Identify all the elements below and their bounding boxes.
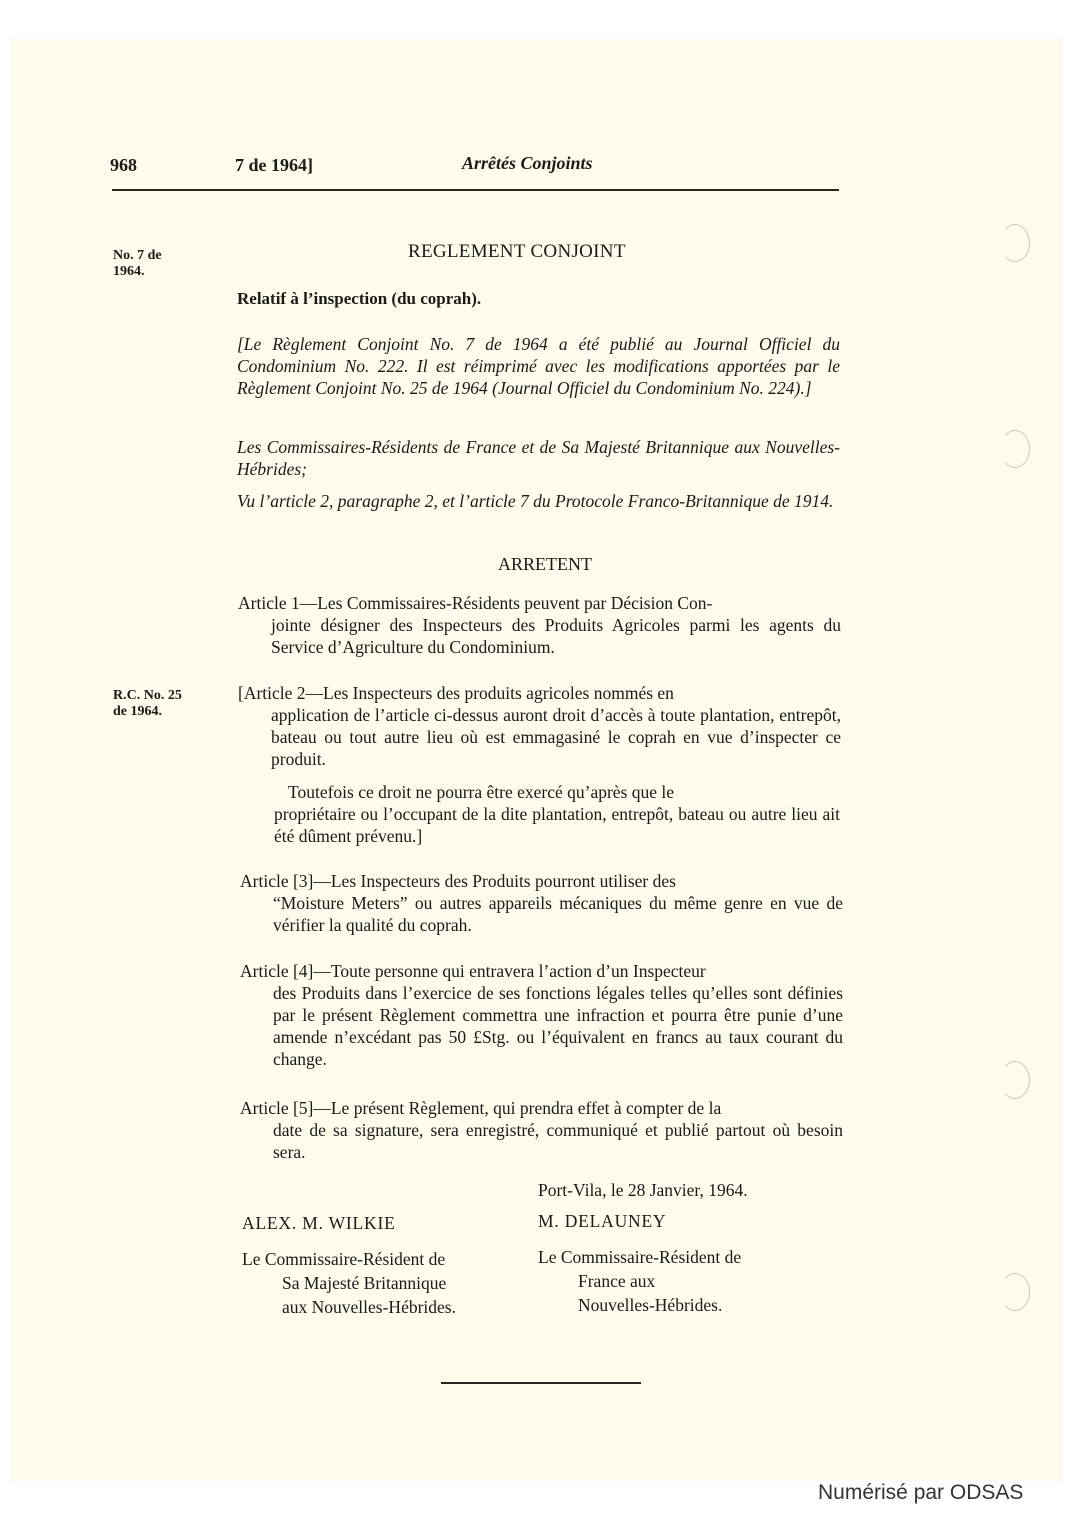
punch-hole-mark	[1000, 430, 1030, 468]
preamble-paragraph	[237, 490, 840, 512]
end-rule	[441, 1382, 641, 1384]
place-and-date: Port-Vila, le 28 Janvier, 1964.	[538, 1180, 748, 1200]
editorial-note-text: [Le Règlement Conjoint No. 7 de 1964 a été publié au Journal Officiel du Condominium No. 222. Il est réimprimé avec les modifications apportées par le Règlement Conjoint No. 25 de 1964 (Journal Officiel du Condominium No. 224).]	[237, 334, 840, 398]
punch-hole-mark	[1000, 1061, 1030, 1099]
digitization-credit: Numérisé par ODSAS	[818, 1481, 1024, 1504]
article-5	[240, 1097, 843, 1163]
document-title: REGLEMENT CONJOINT	[408, 241, 626, 262]
signatory-title-line: Le Commissaire-Résident de	[242, 1249, 446, 1269]
editorial-note	[237, 333, 840, 399]
article-4	[240, 960, 843, 1070]
preamble-paragraph	[237, 436, 840, 480]
arretent-heading: ARRETENT	[498, 554, 592, 574]
signatory-title-line: Nouvelles-Hébrides.	[578, 1295, 723, 1315]
margin-note-amendment	[113, 688, 223, 720]
article-body: date de sa signature, sera enregistré, communiqué et publié partout où besoin sera.	[273, 1120, 843, 1162]
article-body: jointe désigner des Inspecteurs des Produits Agricoles parmi les agents du Service d’Agriculture du Condominium.	[271, 615, 841, 657]
article-first-line: [Article 2—Les Inspecteurs des produits agricoles nommés en	[238, 683, 674, 703]
signatory-title-british	[242, 1247, 456, 1319]
margin-note-regulation-number	[113, 248, 223, 280]
article-paragraph-body: propriétaire ou l’occupant de la dite plantation, entrepôt, bateau ou autre lieu ait été dûment prévenu.]	[274, 804, 840, 846]
punch-hole-mark	[1000, 1273, 1030, 1311]
margin-note-line: R.C. No. 25	[113, 688, 182, 703]
page-number: 968	[110, 155, 137, 175]
signatory-name-french: M. DELAUNEY	[538, 1211, 667, 1231]
margin-note-line: No. 7 de	[113, 248, 162, 263]
signatory-title-french	[538, 1245, 741, 1317]
signatory-title-line: Sa Majesté Britannique	[282, 1273, 447, 1293]
article-2-second-paragraph	[274, 781, 840, 847]
article-body: application de l’article ci-dessus auront droit d’accès à toute plantation, entrepôt, bateau ou tout autre lieu où est emmagasiné le coprah en vue d’inspecter ce produit.	[271, 705, 841, 769]
punch-hole-mark	[1000, 224, 1030, 262]
header-rule	[112, 189, 839, 191]
signatory-title-line: Le Commissaire-Résident de	[538, 1247, 742, 1267]
preamble-text: Vu l’article 2, paragraphe 2, et l’article 7 du Protocole Franco-Britannique de 1914.	[237, 491, 834, 511]
preamble-text: Les Commissaires-Résidents de France et de Sa Majesté Britannique aux Nouvelles-Hébrides;	[237, 437, 840, 479]
document-subtitle: Relatif à l’inspection (du coprah).	[237, 289, 482, 308]
signatory-name-british: ALEX. M. WILKIE	[242, 1213, 396, 1233]
article-body: des Produits dans l’exercice de ses fonctions légales telles qu’elles sont définies par le présent Règlement commettra une infraction et pourra être punie d’une amende n’excédant pas 50 £Stg. ou l’équivalent en francs au taux courant du change.	[273, 983, 843, 1069]
signatory-title-line: France aux	[578, 1271, 656, 1291]
article-first-line: Article [4]—Toute personne qui entravera l’action d’un Inspecteur	[240, 961, 706, 981]
margin-note-line: 1964.	[113, 264, 145, 279]
running-reference: 7 de 1964]	[235, 155, 313, 175]
article-first-line: Article 1—Les Commissaires-Résidents peuvent par Décision Con-	[238, 593, 713, 613]
article-first-line: Article [5]—Le présent Règlement, qui prendra effet à compter de la	[240, 1098, 722, 1118]
running-title: Arrêtés Conjoints	[462, 153, 593, 173]
article-body: “Moisture Meters” ou autres appareils mécaniques du même genre en vue de vérifier la qualité du coprah.	[273, 893, 843, 935]
article-3	[240, 870, 843, 936]
article-first-line: Article [3]—Les Inspecteurs des Produits pourront utiliser des	[240, 871, 676, 891]
article-1	[238, 592, 841, 658]
article-2	[238, 682, 841, 770]
article-paragraph-first-line: Toutefois ce droit ne pourra être exercé qu’après que le	[288, 782, 675, 802]
margin-note-line: de 1964.	[113, 704, 162, 719]
signatory-title-line: aux Nouvelles-Hébrides.	[282, 1297, 456, 1317]
